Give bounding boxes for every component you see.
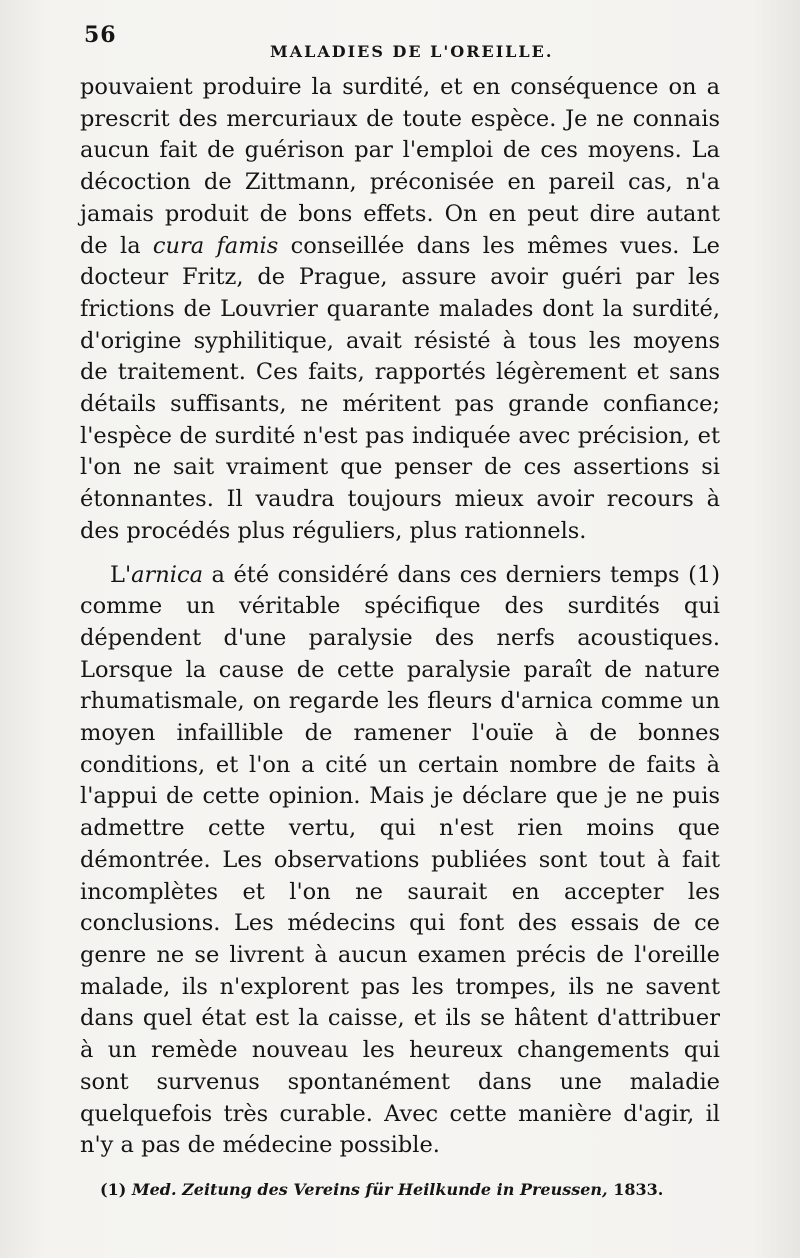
paragraph-2 bbox=[80, 560, 720, 1162]
text-segment: a été considéré dans ces derniers temps (1) comme un véritable spécifique des surdités qui dépendent d'une paralysie des nerfs acoustiques. Lorsque la cause de cette paralysie paraît de nature rhumatismale, on regarde les fleurs d'arnica comme un moyen infaillible de ramener l'ouïe à de bonnes conditions, et l'on a cité un certain nombre de faits à l'appui de cette opinion. Mais je déclare que je ne puis admettre cette vertu, qui n'est rien moins que démontrée. Les observations publiées sont tout à fait incomplètes et l'on ne saurait en accepter les conclusions. Les médecins qui font des essais de ce genre ne se livrent à aucun examen précis de l'oreille malade, ils n'explorent pas les trompes, ils ne savent dans quel état est la caisse, et ils se hâtent d'attribuer à un remède nouveau les heureux changements qui sont survenus spontanément dans une maladie quelquefois très curable. Avec cette manière d'agir, il n'y a pas de médecine possible. bbox=[80, 561, 720, 1159]
running-head: MALADIES DE L'OREILLE. bbox=[270, 42, 554, 61]
footnote-marker: (1) bbox=[100, 1180, 127, 1199]
footnote-year: 1833. bbox=[613, 1180, 664, 1199]
text-segment: L' bbox=[110, 561, 132, 588]
paragraph-1 bbox=[80, 72, 720, 548]
italic-term-cura-famis: cura famis bbox=[152, 232, 279, 259]
footnote bbox=[100, 1180, 663, 1199]
body-text bbox=[80, 72, 720, 1162]
italic-term-arnica: arnica bbox=[131, 561, 204, 588]
text-segment: pouvaient produire la surdité, et en conséquence on a prescrit des mercuriaux de toute espèce. Je ne connais aucun fait de guérison par l'emploi de ces moyens. La décoction de Zittmann, préconisée en pareil cas, n'a jamais produit de bons effets. On en peut dire autant de la bbox=[80, 74, 720, 259]
footnote-citation: Med. Zeitung des Vereins für Heilkunde in Preussen, bbox=[131, 1180, 608, 1199]
text-segment: conseillée dans les mêmes vues. Le docteur Fritz, de Prague, assure avoir guéri par les frictions de Louvrier quarante malades dont la surdité, d'origine syphilitique, avait résisté à tous les moyens de traitement. Ces faits, rapportés légèrement et sans détails suffisants, ne méritent pas grande confiance; l'espèce de surdité n'est pas indiquée avec précision, et l'on ne sait vraiment que penser de ces assertions si étonnantes. Il vaudra toujours mieux avoir recours à des procédés plus réguliers, plus rationnels. bbox=[80, 232, 720, 544]
page-number: 56 bbox=[84, 22, 117, 48]
